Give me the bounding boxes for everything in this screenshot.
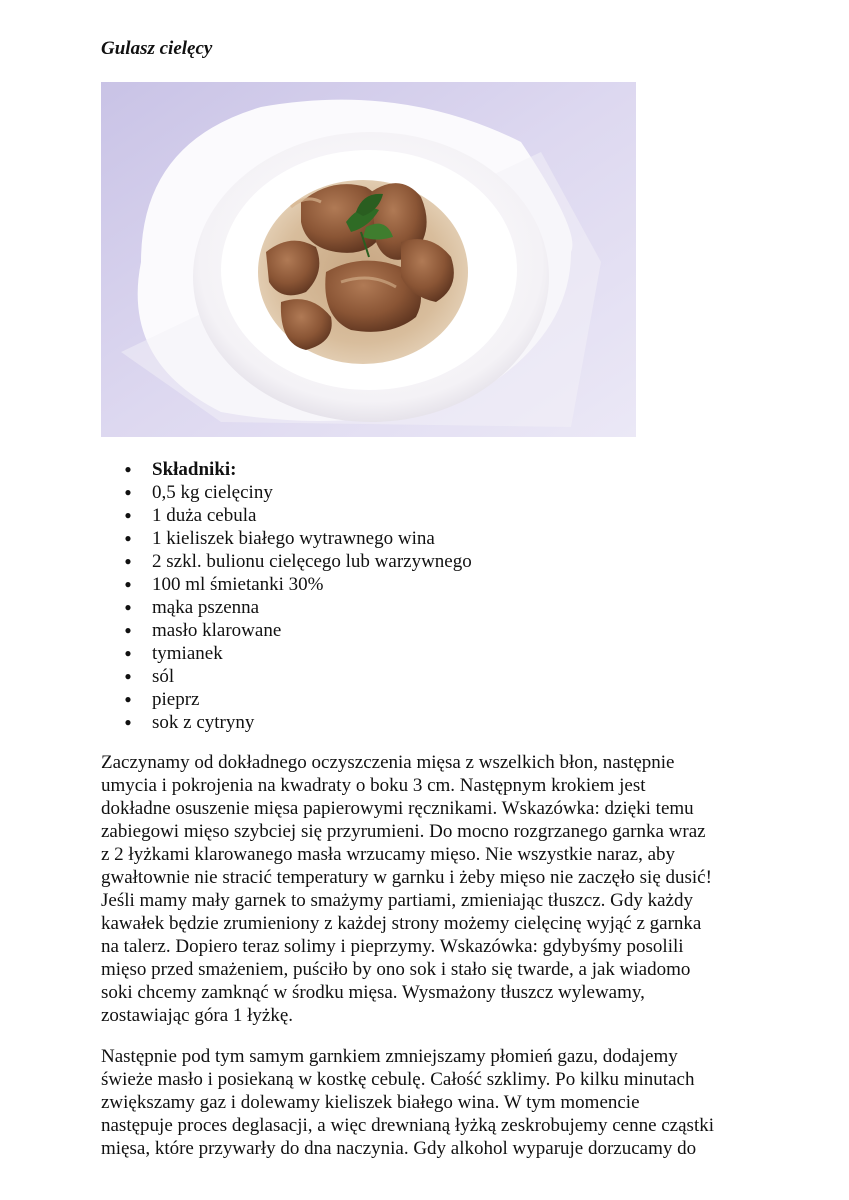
- text-line: świeże masło i posiekaną w kostkę cebulę. Całość szklimy. Po kilku minutach: [101, 1069, 695, 1090]
- list-item: [123, 481, 472, 504]
- text-line: Zaczynamy od dokładnego oczyszczenia mięsa z wszelkich błon, następnie: [101, 752, 675, 773]
- text-line: soki chcemy zamknąć w środku mięsa. Wysmażony tłuszcz wylewamy,: [101, 982, 645, 1003]
- bullet-icon: ●: [124, 669, 132, 683]
- instructions-paragraph-2: [101, 1045, 751, 1160]
- text-line: zabiegowi mięso szybciej się przyrumieni. Do mocno rozgrzanego garnka wraz: [101, 821, 706, 842]
- list-item: [123, 527, 472, 550]
- ingredient-text: masło klarowane: [152, 620, 282, 641]
- list-item: [123, 550, 472, 573]
- instructions-paragraph-1: [101, 751, 751, 1027]
- list-item: [123, 573, 472, 596]
- bullet-icon: ●: [124, 646, 132, 660]
- ingredient-text: 100 ml śmietanki 30%: [152, 574, 324, 595]
- list-item: [123, 642, 472, 665]
- ingredients-header-label: Składniki:: [152, 459, 237, 480]
- text-line: zwiększamy gaz i dolewamy kieliszek białego wina. W tym momencie: [101, 1092, 640, 1113]
- bullet-icon: ●: [124, 508, 132, 522]
- text-line: z 2 łyżkami klarowanego masła wrzucamy mięso. Nie wszystkie naraz, aby: [101, 844, 676, 865]
- text-line: następuje proces deglasacji, a więc drewnianą łyżką zeskrobujemy cenne cząstki: [101, 1115, 715, 1136]
- ingredient-text: sok z cytryny: [152, 712, 255, 733]
- text-line: Jeśli mamy mały garnek to smażymy partiami, zmieniając tłuszcz. Gdy każdy: [101, 890, 693, 911]
- bullet-icon: ●: [124, 623, 132, 637]
- text-line: na talerz. Dopiero teraz solimy i pieprzymy. Wskazówka: gdybyśmy posolili: [101, 936, 684, 957]
- text-line: zostawiając góra 1 łyżkę.: [101, 1005, 294, 1026]
- bullet-icon: ●: [124, 577, 132, 591]
- dish-photo: [101, 82, 636, 437]
- recipe-title: Gulasz cielęcy: [101, 38, 213, 59]
- ingredients-header: [123, 458, 472, 481]
- ingredient-text: 1 duża cebula: [152, 505, 257, 526]
- ingredient-text: 1 kieliszek białego wytrawnego wina: [152, 528, 435, 549]
- ingredients-list: [123, 458, 472, 734]
- ingredient-text: 0,5 kg cielęciny: [152, 482, 273, 503]
- ingredient-text: mąka pszenna: [152, 597, 260, 618]
- bullet-icon: ●: [124, 462, 132, 476]
- ingredient-text: sól: [152, 666, 175, 687]
- list-item: [123, 711, 472, 734]
- ingredient-text: pieprz: [152, 689, 200, 710]
- list-item: [123, 665, 472, 688]
- bullet-icon: ●: [124, 485, 132, 499]
- ingredient-text: 2 szkl. bulionu cielęcego lub warzywnego: [152, 551, 472, 572]
- text-line: mięso przed smażeniem, puściło by ono sok i stało się twarde, a jak wiadomo: [101, 959, 691, 980]
- bullet-icon: ●: [124, 600, 132, 614]
- bullet-icon: ●: [124, 554, 132, 568]
- bullet-icon: ●: [124, 692, 132, 706]
- text-line: dokładne osuszenie mięsa papierowymi ręcznikami. Wskazówka: dzięki temu: [101, 798, 694, 819]
- bullet-icon: ●: [124, 715, 132, 729]
- text-line: gwałtownie nie stracić temperatury w garnku i żeby mięso nie zaczęło się dusić!: [101, 867, 712, 888]
- list-item: [123, 688, 472, 711]
- bullet-icon: ●: [124, 531, 132, 545]
- list-item: [123, 504, 472, 527]
- list-item: [123, 619, 472, 642]
- text-line: kawałek będzie zrumieniony z każdej strony możemy cielęcinę wyjąć z garnka: [101, 913, 702, 934]
- text-line: umycia i pokrojenia na kwadraty o boku 3 cm. Następnym krokiem jest: [101, 775, 646, 796]
- dish-photo-image: [101, 82, 636, 437]
- list-item: [123, 596, 472, 619]
- ingredient-text: tymianek: [152, 643, 223, 664]
- text-line: mięsa, które przywarły do dna naczynia. Gdy alkohol wyparuje dorzucamy do: [101, 1138, 697, 1159]
- text-line: Następnie pod tym samym garnkiem zmniejszamy płomień gazu, dodajemy: [101, 1046, 678, 1067]
